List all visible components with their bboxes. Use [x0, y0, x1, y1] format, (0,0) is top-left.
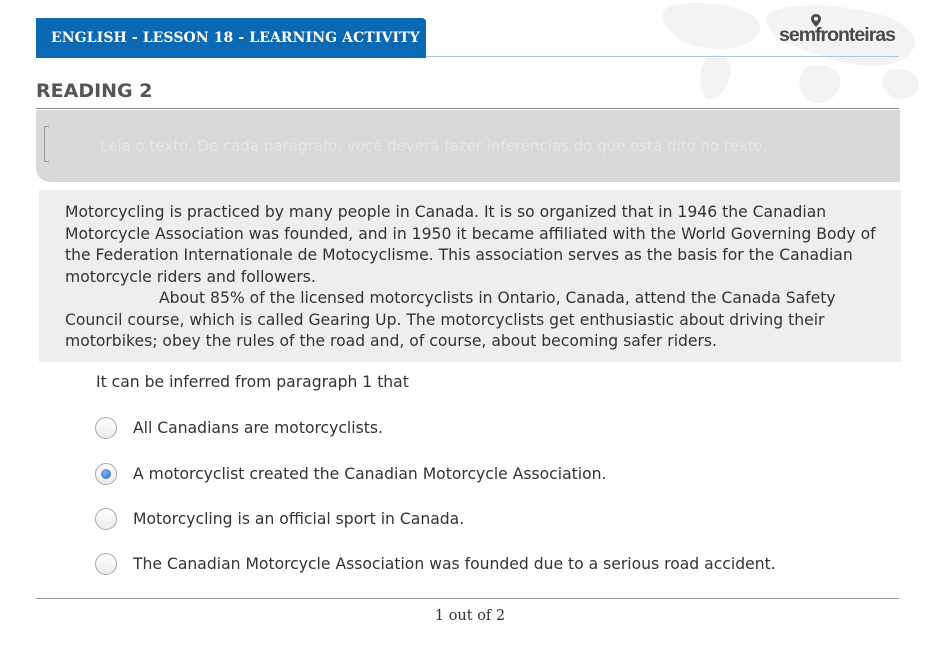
answer-option-label: The Canadian Motorcycle Association was founded due to a serious road accident. — [133, 555, 776, 573]
instruction-text: Leia o texto. De cada parágrafo, você deverá fazer inferências do que está dito no texto. — [100, 137, 768, 155]
logo-text: semfronteiras — [779, 24, 895, 46]
footer-divider — [36, 598, 899, 599]
question-prompt: It can be inferred from paragraph 1 that — [96, 373, 409, 391]
radio-button-3[interactable] — [95, 508, 117, 530]
answer-option-4[interactable] — [95, 551, 776, 577]
instruction-box — [36, 110, 900, 182]
reading-passage — [39, 190, 901, 362]
answer-option-label: Motorcycling is an official sport in Canada. — [133, 510, 465, 528]
answer-option-label: All Canadians are motorcyclists. — [133, 419, 383, 437]
semfronteiras-logo — [779, 14, 901, 46]
answer-option-2[interactable] — [95, 461, 606, 487]
radio-button-1[interactable] — [95, 417, 117, 439]
header-divider — [426, 56, 899, 57]
reading-paragraph-2: About 85% of the licensed motorcyclists in Ontario, Canada, attend the Canada Safety Council course, which is called Gearing Up. The motorcyclists get enthusiastic about driving their motorbikes; obey the rules of the road and, of course, about becoming safer riders. — [65, 289, 836, 350]
lesson-header-bar — [36, 18, 426, 58]
section-title: READING 2 — [36, 80, 153, 102]
answer-option-1[interactable] — [95, 415, 383, 441]
answer-option-label: A motorcyclist created the Canadian Motorcycle Association. — [133, 465, 607, 483]
section-title-divider — [36, 108, 899, 109]
answer-option-3[interactable] — [95, 506, 464, 532]
page-counter: 1 out of 2 — [434, 608, 506, 624]
instruction-bracket — [44, 126, 49, 162]
radio-button-4[interactable] — [95, 553, 117, 575]
reading-paragraph-1: Motorcycling is practiced by many people in Canada. It is so organized that in 1946 the Canadian Motorcycle Association was founded, and in 1950 it became affiliated with the World Governing Body of the Federation Internationale de Motocyclisme. This association serves as the basis for the Canadian motorcycle riders and followers. — [65, 203, 876, 286]
lesson-title: ENGLISH - LESSON 18 - LEARNING ACTIVITY — [51, 30, 420, 46]
radio-button-2[interactable] — [95, 463, 117, 485]
